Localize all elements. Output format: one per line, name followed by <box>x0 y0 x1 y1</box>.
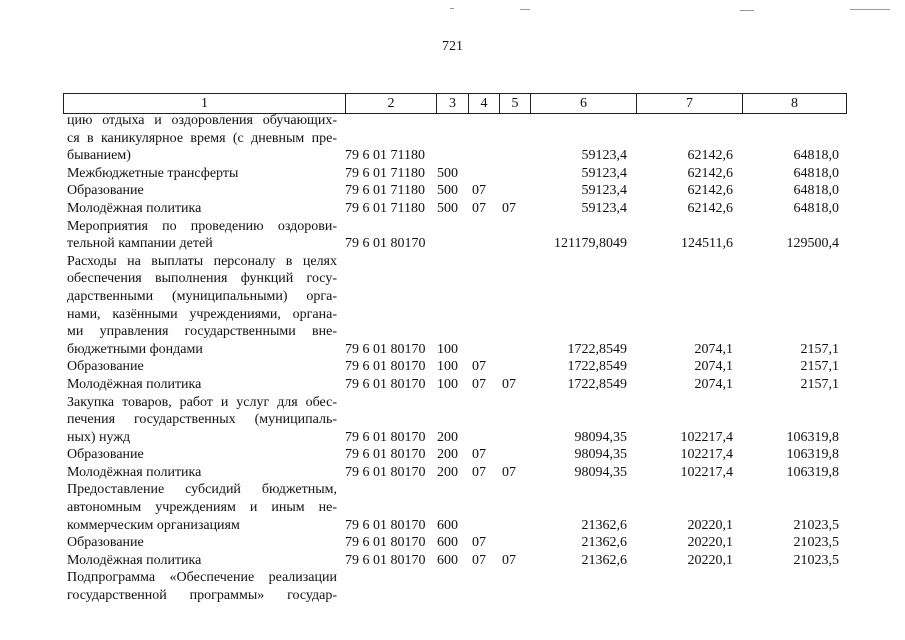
row-amount-col7: 62142,6 <box>687 200 733 216</box>
table-row <box>0 358 905 376</box>
row-name: нами, казёнными учреждениями, органа- <box>67 306 337 322</box>
row-code: 79 6 01 71180 <box>345 165 425 181</box>
row-amount-col7: 2074,1 <box>694 341 733 357</box>
scan-speck <box>450 8 454 9</box>
row-amount-col6: 59123,4 <box>581 183 627 199</box>
row-amount-col7: 2074,1 <box>694 359 733 375</box>
row-section: 07 <box>472 359 486 375</box>
row-code: 79 6 01 80170 <box>345 376 426 392</box>
row-expense-type: 100 <box>437 359 458 375</box>
row-section: 07 <box>472 535 486 551</box>
table-row <box>0 323 905 341</box>
row-subsection: 07 <box>502 376 516 392</box>
row-name: Закупка товаров, работ и услуг для обес- <box>67 394 337 410</box>
page-number: 721 <box>442 39 463 54</box>
row-amount-col8: 64818,0 <box>793 165 839 181</box>
row-expense-type: 600 <box>437 552 458 568</box>
table-row <box>0 411 905 429</box>
row-name: Молодёжная политика <box>67 464 202 480</box>
row-amount-col6: 59123,4 <box>581 148 627 164</box>
row-code: 79 6 01 80170 <box>345 359 426 375</box>
row-expense-type: 100 <box>437 376 458 392</box>
row-name: автономным учреждениям и иным не- <box>67 500 337 516</box>
row-expense-type: 100 <box>437 341 458 357</box>
row-amount-col7: 62142,6 <box>687 148 733 164</box>
row-amount-col6: 59123,4 <box>581 200 627 216</box>
row-name: обеспечения выполнения функций госу- <box>67 271 337 287</box>
row-amount-col6: 98094,35 <box>574 429 627 445</box>
row-amount-col8: 64818,0 <box>793 148 839 164</box>
header-col-8: 8 <box>791 96 798 111</box>
row-amount-col8: 106319,8 <box>786 429 839 445</box>
scan-speck <box>520 9 530 10</box>
row-name: Образование <box>67 447 144 463</box>
scan-speck <box>740 10 754 11</box>
table-row <box>0 587 905 605</box>
row-code: 79 6 01 71180 <box>345 200 425 216</box>
row-subsection: 07 <box>502 200 516 216</box>
row-amount-col8: 64818,0 <box>793 183 839 199</box>
row-expense-type: 500 <box>437 200 458 216</box>
row-name: Расходы на выплаты персоналу в целях <box>67 253 337 269</box>
row-amount-col8: 21023,5 <box>793 552 839 568</box>
header-col-6: 6 <box>580 96 587 111</box>
row-amount-col6: 1722,8549 <box>567 359 627 375</box>
row-expense-type: 600 <box>437 535 458 551</box>
scan-speck <box>850 9 890 10</box>
row-name: Образование <box>67 183 144 199</box>
row-amount-col6: 59123,4 <box>581 165 627 181</box>
row-amount-col8: 21023,5 <box>793 517 839 533</box>
table-row <box>0 130 905 148</box>
row-section: 07 <box>472 552 486 568</box>
row-name: Молодёжная политика <box>67 376 202 392</box>
row-name: бюджетными фондами <box>67 341 203 357</box>
row-amount-col6: 98094,35 <box>574 447 627 463</box>
row-amount-col6: 21362,6 <box>581 552 627 568</box>
row-amount-col7: 20220,1 <box>687 517 733 533</box>
row-amount-col7: 62142,6 <box>687 165 733 181</box>
row-name: ся в каникулярное время (с дневным пре- <box>67 130 337 146</box>
table-row <box>0 517 905 535</box>
row-amount-col8: 106319,8 <box>786 447 839 463</box>
table-row <box>0 534 905 552</box>
row-code: 79 6 01 80170 <box>345 429 426 445</box>
table-row <box>0 165 905 183</box>
row-code: 79 6 01 80170 <box>345 552 426 568</box>
table-row <box>0 306 905 324</box>
row-name: Образование <box>67 359 144 375</box>
row-section: 07 <box>472 183 486 199</box>
table-row <box>0 569 905 587</box>
row-code: 79 6 01 80170 <box>345 236 426 252</box>
row-subsection: 07 <box>502 552 516 568</box>
table-row <box>0 218 905 236</box>
row-section: 07 <box>472 464 486 480</box>
row-name: Предоставление субсидий бюджетным, <box>67 482 337 498</box>
table-row <box>0 147 905 165</box>
row-expense-type: 200 <box>437 447 458 463</box>
row-amount-col7: 62142,6 <box>687 183 733 199</box>
row-amount-col6: 121179,8049 <box>554 236 627 252</box>
row-amount-col8: 2157,1 <box>800 341 839 357</box>
table-row <box>0 182 905 200</box>
row-code: 79 6 01 71180 <box>345 183 425 199</box>
row-amount-col6: 98094,35 <box>574 464 627 480</box>
row-amount-col7: 20220,1 <box>687 552 733 568</box>
row-expense-type: 500 <box>437 183 458 199</box>
table-row <box>0 394 905 412</box>
row-expense-type: 500 <box>437 165 458 181</box>
table-row <box>0 446 905 464</box>
row-name: Образование <box>67 535 144 551</box>
header-col-2: 2 <box>387 96 395 111</box>
row-amount-col8: 129500,4 <box>786 236 839 252</box>
row-name: Молодёжная политика <box>67 552 202 568</box>
row-expense-type: 200 <box>437 429 458 445</box>
row-amount-col8: 64818,0 <box>793 200 839 216</box>
row-name: тельной кампании детей <box>67 236 213 252</box>
row-name: государственной программы» государ- <box>67 588 337 604</box>
row-code: 79 6 01 80170 <box>345 447 426 463</box>
row-name: Межбюджетные трансферты <box>67 165 239 181</box>
header-col-4: 4 <box>480 96 488 111</box>
row-section: 07 <box>472 376 486 392</box>
row-code: 79 6 01 80170 <box>345 535 426 551</box>
row-amount-col7: 20220,1 <box>687 535 733 551</box>
row-amount-col8: 2157,1 <box>800 359 839 375</box>
row-code: 79 6 01 80170 <box>345 341 426 357</box>
row-name: коммерческим организациям <box>67 517 240 533</box>
row-amount-col8: 2157,1 <box>800 376 839 392</box>
row-code: 79 6 01 80170 <box>345 464 426 480</box>
table-row <box>0 341 905 359</box>
row-amount-col8: 21023,5 <box>793 535 839 551</box>
row-amount-col7: 102217,4 <box>680 464 733 480</box>
table-row <box>0 270 905 288</box>
row-name: Молодёжная политика <box>67 200 202 216</box>
row-code: 79 6 01 71180 <box>345 148 425 164</box>
header-col-5: 5 <box>511 96 519 111</box>
row-name: дарственными (муниципальными) орга- <box>67 288 337 304</box>
row-amount-col7: 2074,1 <box>694 376 733 392</box>
row-amount-col6: 1722,8549 <box>567 376 627 392</box>
table-header <box>63 93 847 114</box>
table-body <box>0 112 905 605</box>
row-amount-col7: 102217,4 <box>680 447 733 463</box>
row-name: печения государственных (муниципаль- <box>67 412 337 428</box>
table-row <box>0 112 905 130</box>
row-name: ных) нужд <box>67 429 131 445</box>
row-expense-type: 200 <box>437 464 458 480</box>
row-amount-col8: 106319,8 <box>786 464 839 480</box>
table-row <box>0 429 905 447</box>
row-name: Мероприятия по проведению оздорови- <box>67 218 337 234</box>
row-name: ми управления государственными вне- <box>67 324 337 340</box>
table-row <box>0 499 905 517</box>
row-name: Подпрограмма «Обеспечение реализации <box>67 570 337 586</box>
row-section: 07 <box>472 200 486 216</box>
row-subsection: 07 <box>502 464 516 480</box>
table-row <box>0 253 905 271</box>
header-col-3: 3 <box>449 96 456 111</box>
row-name: цию отдыха и оздоровления обучающих- <box>67 113 337 128</box>
table-row <box>0 552 905 570</box>
table-row <box>0 200 905 218</box>
row-expense-type: 600 <box>437 517 458 533</box>
row-amount-col6: 1722,8549 <box>567 341 627 357</box>
row-amount-col7: 124511,6 <box>681 236 733 252</box>
table-row <box>0 464 905 482</box>
header-col-7: 7 <box>686 96 693 111</box>
row-amount-col7: 102217,4 <box>680 429 733 445</box>
table-row <box>0 481 905 499</box>
table-row <box>0 376 905 394</box>
row-section: 07 <box>472 447 486 463</box>
row-name: быванием) <box>67 148 131 164</box>
row-code: 79 6 01 80170 <box>345 517 426 533</box>
header-col-1: 1 <box>201 96 208 111</box>
row-amount-col6: 21362,6 <box>581 535 627 551</box>
row-amount-col6: 21362,6 <box>581 517 627 533</box>
table-row <box>0 235 905 253</box>
table-row <box>0 288 905 306</box>
